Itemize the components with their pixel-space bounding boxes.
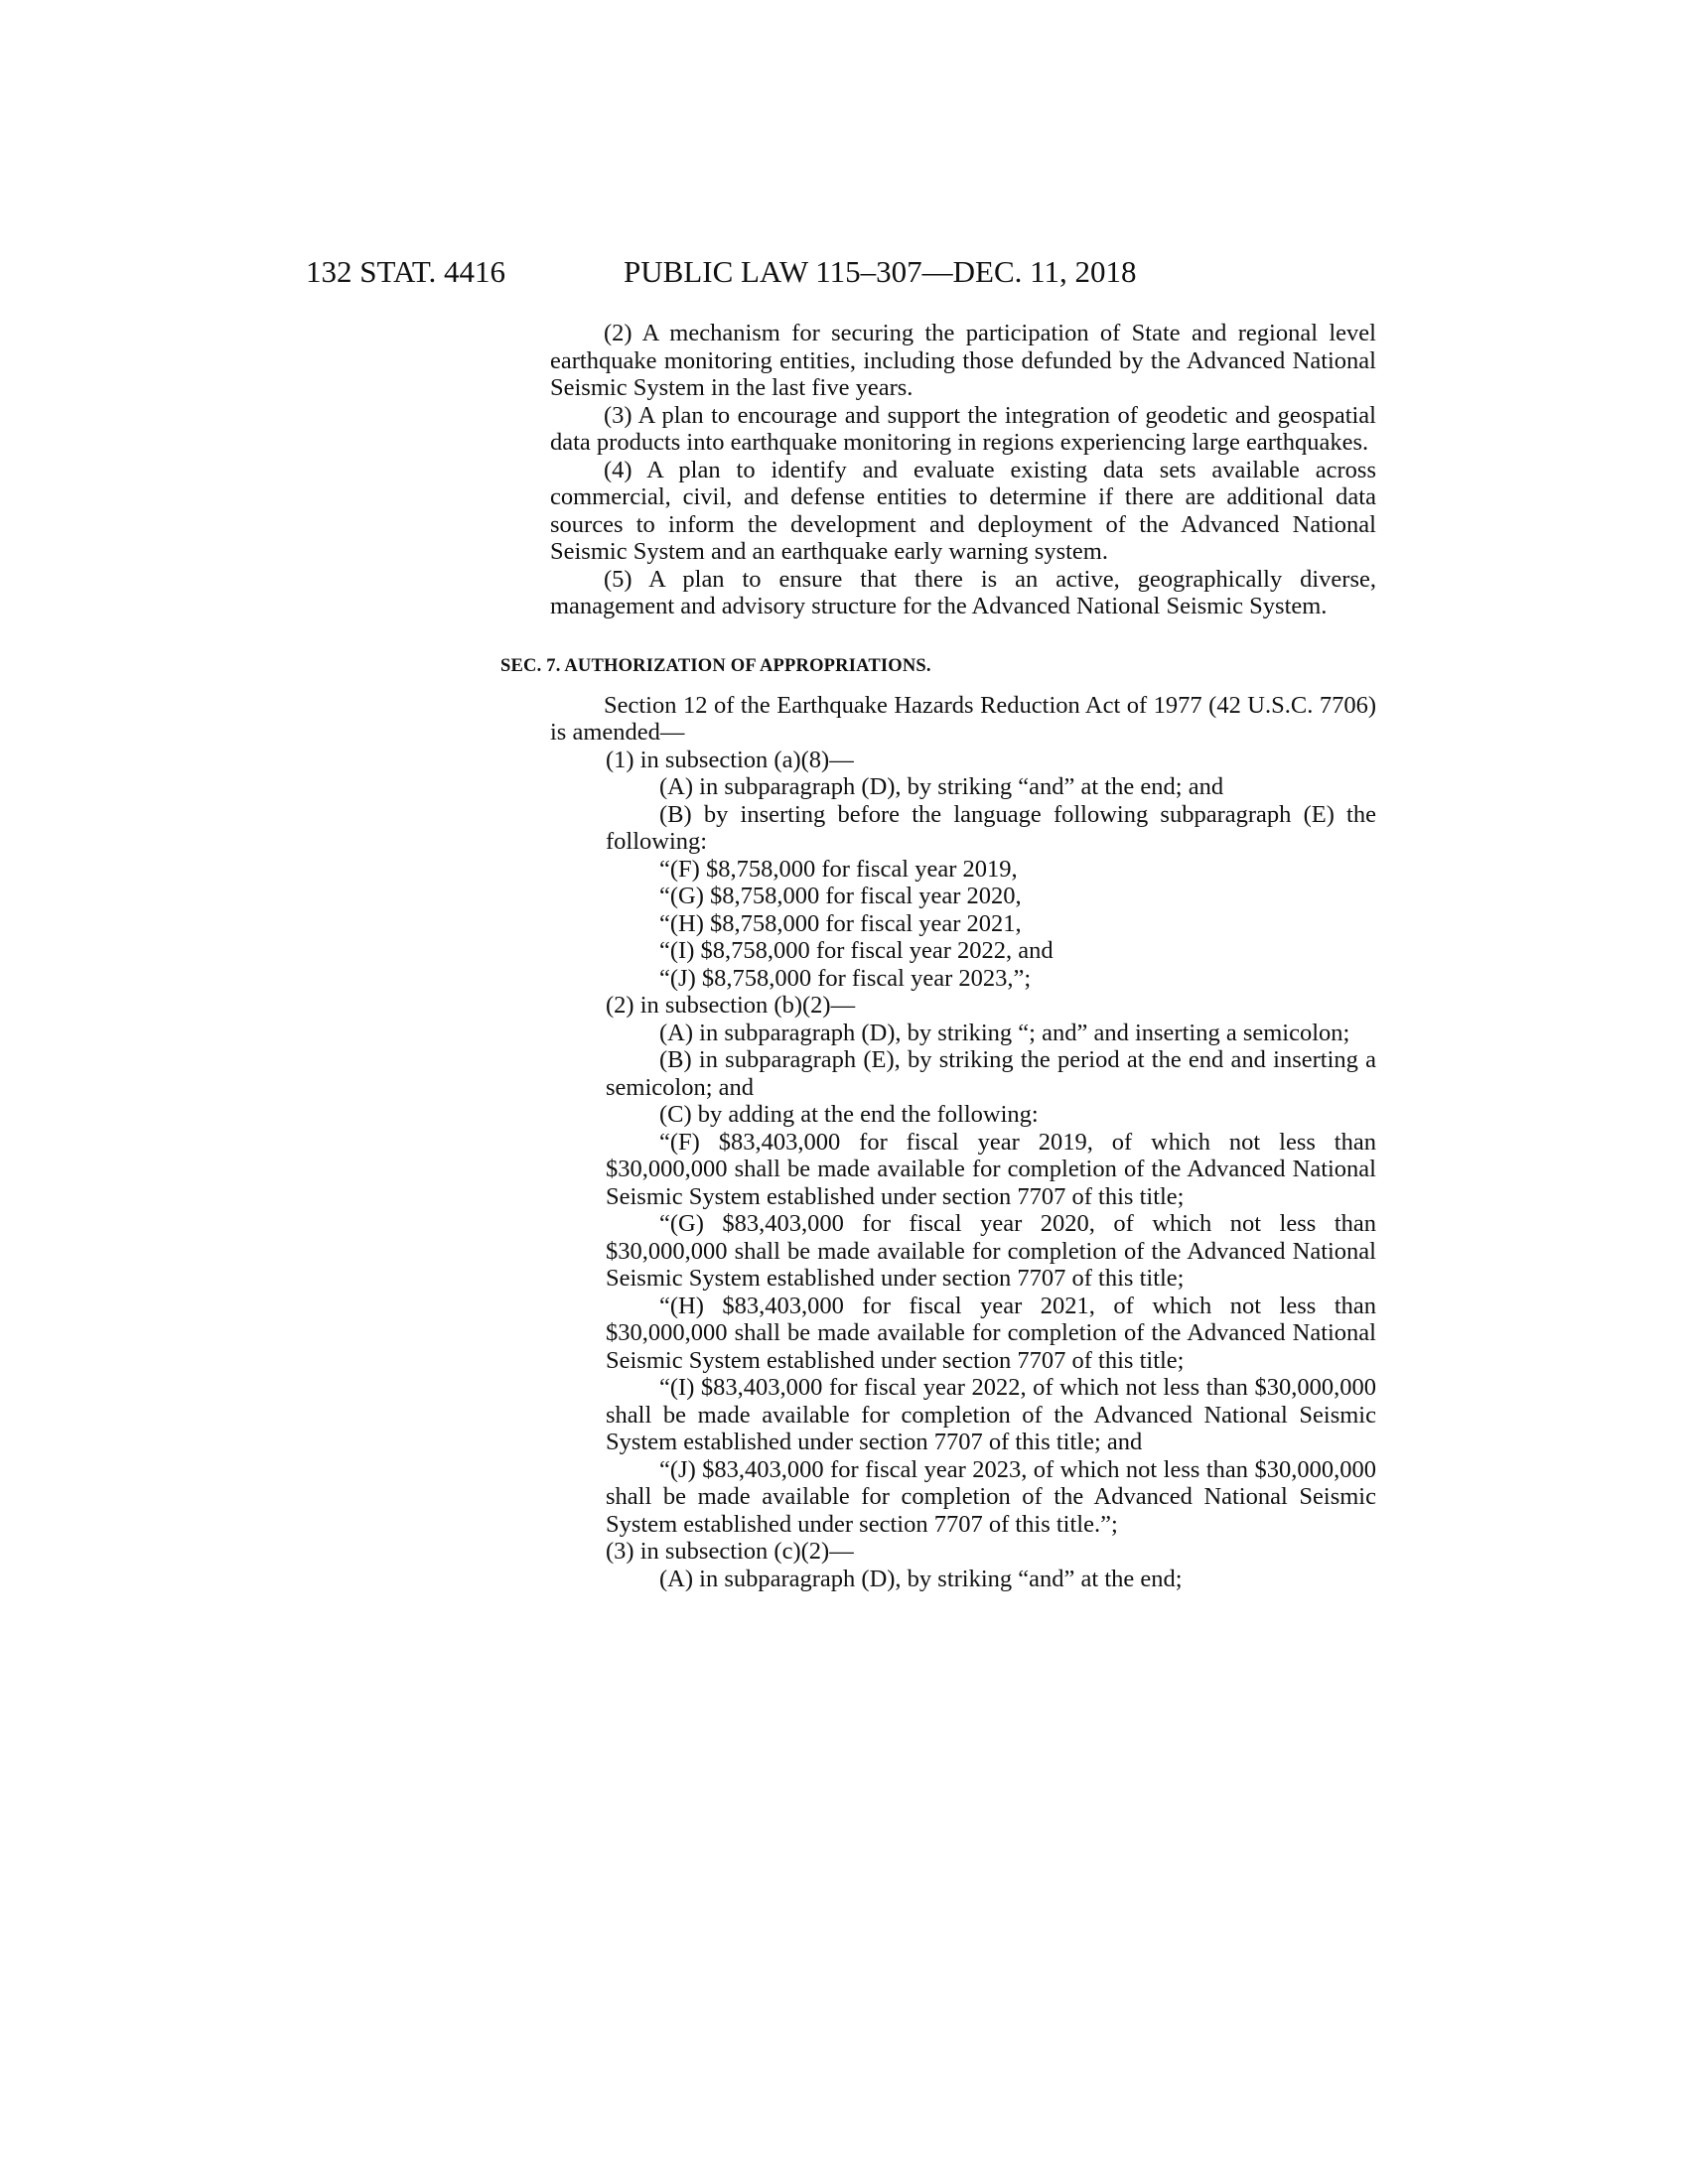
paragraph-5: (5) A plan to ensure that there is an active, geographically diverse, management and advisory structure for the Advanced National Seismic System.	[550, 565, 1376, 619]
inserted-text-2-i: “(I) $83,403,000 for fiscal year 2022, of which not less than $30,000,000 shall be made available for completion of the Advanced National Seismic System established under section 7707 of this title; and	[606, 1374, 1376, 1455]
inserted-text-1-g: “(G) $8,758,000 for fiscal year 2020,	[659, 883, 1022, 909]
inserted-text-1-i: “(I) $8,758,000 for fiscal year 2022, and	[659, 937, 1054, 964]
inserted-text-2-j: “(J) $83,403,000 for fiscal year 2023, of which not less than $30,000,000 shall be made available for completion of the Advanced National Seismic System established under section 7707 of this title.”;	[606, 1455, 1376, 1538]
section-intro: Section 12 of the Earthquake Hazards Reduction Act of 1977 (42 U.S.C. 7706) is amended—	[550, 691, 1376, 746]
inserted-text-2-g: “(G) $83,403,000 for fiscal year 2020, of which not less than $30,000,000 shall be made available for completion of the Advanced National Seismic System established under section 7707 of this title;	[606, 1210, 1376, 1292]
stat-page-reference: 132 STAT. 4416	[306, 254, 506, 289]
amendment-item-2-a: (A) in subparagraph (D), by striking “; and” and inserting a semicolon;	[659, 1019, 1350, 1046]
section-heading: SEC. 7. AUTHORIZATION OF APPROPRIATIONS.	[500, 655, 931, 676]
amendment-item-3-a: (A) in subparagraph (D), by striking “and” at the end;	[659, 1565, 1183, 1592]
inserted-text-2-f: “(F) $83,403,000 for fiscal year 2019, of which not less than $30,000,000 shall be made available for completion of the Advanced National Seismic System established under section 7707 of this title;	[606, 1128, 1376, 1210]
inserted-text-1-h: “(H) $8,758,000 for fiscal year 2021,	[659, 909, 1022, 937]
page-header	[306, 252, 1311, 292]
paragraph-2: (2) A mechanism for securing the participation of State and regional level earthquake monitoring entities, including those defunded by the Advanced National Seismic System in the last five years.	[550, 320, 1376, 401]
inserted-text-2-h: “(H) $83,403,000 for fiscal year 2021, of which not less than $30,000,000 shall be made available for completion of the Advanced National Seismic System established under section 7707 of this title;	[606, 1292, 1376, 1374]
amendment-item-2-b: (B) in subparagraph (E), by striking the period at the end and inserting a semicolon; and	[606, 1046, 1376, 1101]
amendment-item-2-c: (C) by adding at the end the following:	[659, 1101, 1039, 1128]
paragraph-4: (4) A plan to identify and evaluate existing data sets available across commercial, civil, and defense entities to determine if there are additional data sources to inform the development and deployment of the Advanced National Seismic System and an earthquake early warning system.	[550, 456, 1376, 565]
paragraph-3: (3) A plan to encourage and support the integration of geodetic and geospatial data products into earthquake monitoring in regions experiencing large earthquakes.	[550, 401, 1376, 456]
page-body	[500, 320, 1376, 1592]
amendment-item-2: (2) in subsection (b)(2)—	[606, 992, 856, 1019]
amendment-item-1: (1) in subsection (a)(8)—	[606, 746, 854, 773]
amendment-item-1-b: (B) by inserting before the language following subparagraph (E) the following:	[606, 800, 1376, 855]
amendment-item-1-a: (A) in subparagraph (D), by striking “and” at the end; and	[659, 773, 1224, 800]
inserted-text-1-j: “(J) $8,758,000 for fiscal year 2023,”;	[659, 964, 1032, 992]
running-head-law-title: PUBLIC LAW 115–307—DEC. 11, 2018	[624, 254, 1137, 289]
amendment-item-3: (3) in subsection (c)(2)—	[606, 1538, 854, 1565]
inserted-text-1-f: “(F) $8,758,000 for fiscal year 2019,	[659, 855, 1018, 883]
